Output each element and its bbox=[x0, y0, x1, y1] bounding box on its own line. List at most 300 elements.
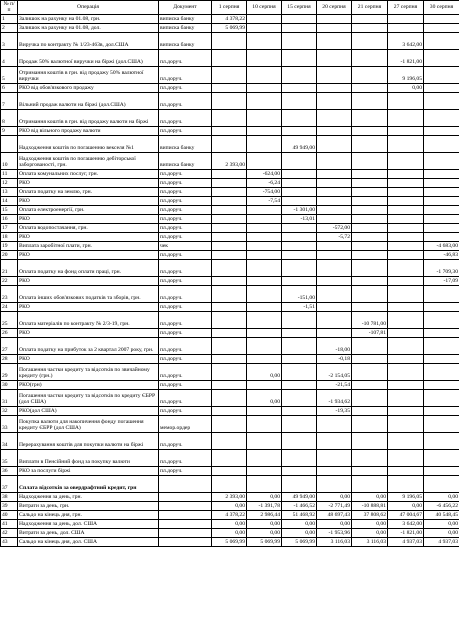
document-cell: пл.доруч. bbox=[159, 49, 212, 66]
table-row bbox=[1, 187, 459, 196]
value-cell bbox=[247, 83, 282, 92]
row-number-cell: 12 bbox=[1, 178, 18, 187]
value-cell bbox=[388, 337, 424, 354]
operation-cell: РКО bbox=[18, 250, 159, 259]
value-cell: 0,00 bbox=[317, 492, 352, 501]
value-cell bbox=[388, 406, 424, 415]
document-cell: пл.доруч. bbox=[159, 232, 212, 241]
row-number-cell: 7 bbox=[1, 92, 18, 109]
value-cell bbox=[317, 328, 352, 337]
document-cell: пл.доруч. bbox=[159, 380, 212, 389]
document-cell: чек bbox=[159, 241, 212, 250]
value-cell bbox=[317, 466, 352, 475]
value-cell bbox=[352, 169, 388, 178]
table-row bbox=[1, 389, 459, 406]
value-cell bbox=[212, 126, 247, 135]
value-cell bbox=[212, 302, 247, 311]
operation-cell: РКО bbox=[18, 196, 159, 205]
value-cell bbox=[282, 126, 317, 135]
value-cell bbox=[352, 14, 388, 23]
value-cell: 5 069,99 bbox=[282, 537, 317, 546]
value-cell: -13,01 bbox=[282, 214, 317, 223]
value-cell bbox=[317, 449, 352, 466]
value-cell bbox=[388, 466, 424, 475]
value-cell: 3 642,00 bbox=[388, 32, 424, 49]
operation-cell: Сальдо на кінець дня, дол. США bbox=[18, 537, 159, 546]
value-cell: 0,00 bbox=[212, 528, 247, 537]
value-cell: 2 393,00 bbox=[212, 492, 247, 501]
value-cell bbox=[424, 14, 459, 23]
value-cell bbox=[212, 83, 247, 92]
operation-cell: РКО bbox=[18, 302, 159, 311]
document-cell: пл.доруч. bbox=[159, 432, 212, 449]
value-cell bbox=[212, 241, 247, 250]
row-number-cell: 9 bbox=[1, 126, 18, 135]
value-cell: -6,24 bbox=[247, 178, 282, 187]
value-cell: 0,00 bbox=[247, 519, 282, 528]
value-cell bbox=[282, 449, 317, 466]
value-cell: -7,54 bbox=[247, 196, 282, 205]
document-cell: пл.доруч. bbox=[159, 337, 212, 354]
document-cell: виписка банку bbox=[159, 152, 212, 169]
value-cell bbox=[352, 49, 388, 66]
value-cell bbox=[388, 152, 424, 169]
value-cell bbox=[388, 135, 424, 152]
value-cell bbox=[424, 285, 459, 302]
value-cell bbox=[247, 250, 282, 259]
document-cell: виписка банку bbox=[159, 14, 212, 23]
value-cell bbox=[247, 152, 282, 169]
table-row bbox=[1, 415, 459, 432]
value-cell bbox=[212, 205, 247, 214]
value-cell bbox=[282, 109, 317, 126]
table-row bbox=[1, 337, 459, 354]
value-cell bbox=[352, 66, 388, 83]
value-cell: 0,00 bbox=[352, 519, 388, 528]
document-cell: пл.доруч. bbox=[159, 466, 212, 475]
value-cell bbox=[388, 276, 424, 285]
value-cell bbox=[317, 276, 352, 285]
value-cell bbox=[388, 232, 424, 241]
table-row bbox=[1, 302, 459, 311]
value-cell bbox=[352, 380, 388, 389]
operation-cell: Виплата заробітної плати, грн. bbox=[18, 241, 159, 250]
value-cell bbox=[424, 66, 459, 83]
value-cell bbox=[282, 250, 317, 259]
operation-cell: Оплата податку на фонд оплати праці, грн. bbox=[18, 259, 159, 276]
value-cell bbox=[317, 23, 352, 32]
value-cell bbox=[424, 475, 459, 492]
table-row bbox=[1, 519, 459, 528]
value-cell bbox=[247, 66, 282, 83]
value-cell bbox=[212, 354, 247, 363]
value-cell bbox=[212, 250, 247, 259]
value-cell bbox=[282, 49, 317, 66]
value-cell bbox=[317, 14, 352, 23]
value-cell: 4 378,22 bbox=[212, 14, 247, 23]
value-cell bbox=[424, 214, 459, 223]
value-cell bbox=[247, 406, 282, 415]
document-cell: пл.доруч. bbox=[159, 328, 212, 337]
value-cell: 0,00 bbox=[212, 519, 247, 528]
row-number-cell: 18 bbox=[1, 232, 18, 241]
value-cell bbox=[247, 92, 282, 109]
value-cell: 5 069,99 bbox=[212, 23, 247, 32]
value-cell bbox=[424, 23, 459, 32]
row-number-cell: 14 bbox=[1, 196, 18, 205]
value-cell: 0,00 bbox=[424, 519, 459, 528]
row-number-cell: 40 bbox=[1, 510, 18, 519]
operation-cell: Оплата матеріалів по контракту № 2/3-19, грн. bbox=[18, 311, 159, 328]
operation-cell: Отримання коштів в грн. від продажу 50% валютної виручки bbox=[18, 66, 159, 83]
value-cell bbox=[247, 232, 282, 241]
operation-cell: Оплата інших обов'язкових податків та зборів, грн. bbox=[18, 285, 159, 302]
operation-cell: Вільний продаж валюти на біржі (дол.США) bbox=[18, 92, 159, 109]
value-cell bbox=[247, 475, 282, 492]
table-row bbox=[1, 492, 459, 501]
row-number-cell: 17 bbox=[1, 223, 18, 232]
value-cell bbox=[352, 241, 388, 250]
value-cell: -624,00 bbox=[247, 169, 282, 178]
value-cell bbox=[352, 23, 388, 32]
value-cell bbox=[424, 389, 459, 406]
document-cell: виписка банку bbox=[159, 32, 212, 49]
header-cell: Документ bbox=[159, 1, 212, 15]
value-cell bbox=[282, 380, 317, 389]
value-cell: -0,18 bbox=[317, 354, 352, 363]
document-cell: пл.доруч. bbox=[159, 187, 212, 196]
document-cell: пл.доруч. bbox=[159, 205, 212, 214]
value-cell bbox=[388, 354, 424, 363]
value-cell bbox=[212, 380, 247, 389]
value-cell bbox=[282, 92, 317, 109]
value-cell bbox=[388, 178, 424, 187]
operation-cell: Витрати за день, дол. США bbox=[18, 528, 159, 537]
document-cell: пл.доруч. bbox=[159, 92, 212, 109]
value-cell: 0,00 bbox=[352, 528, 388, 537]
value-cell bbox=[247, 32, 282, 49]
row-number-cell: 32 bbox=[1, 406, 18, 415]
document-cell: пл.доруч. bbox=[159, 126, 212, 135]
value-cell bbox=[247, 276, 282, 285]
document-cell: пл.доруч. bbox=[159, 449, 212, 466]
value-cell: -1 391,78 bbox=[247, 501, 282, 510]
value-cell bbox=[317, 126, 352, 135]
value-cell bbox=[212, 337, 247, 354]
value-cell bbox=[247, 23, 282, 32]
value-cell bbox=[247, 328, 282, 337]
row-number-cell: 28 bbox=[1, 354, 18, 363]
value-cell bbox=[352, 259, 388, 276]
value-cell: -2 771,49 bbox=[317, 501, 352, 510]
row-number-cell: 41 bbox=[1, 519, 18, 528]
header-cell: 27 серпня bbox=[388, 1, 424, 15]
document-cell: мемор.ордер bbox=[159, 415, 212, 432]
value-cell bbox=[424, 466, 459, 475]
value-cell: 4 937,03 bbox=[424, 537, 459, 546]
document-cell: пл.доруч. bbox=[159, 83, 212, 92]
document-cell: пл.доруч. bbox=[159, 406, 212, 415]
table-row bbox=[1, 232, 459, 241]
value-cell bbox=[424, 187, 459, 196]
operation-cell: Надходження за день, грн. bbox=[18, 492, 159, 501]
value-cell: 9 196,05 bbox=[388, 66, 424, 83]
document-cell: пл.доруч. bbox=[159, 178, 212, 187]
value-cell bbox=[247, 302, 282, 311]
value-cell bbox=[352, 466, 388, 475]
value-cell bbox=[388, 432, 424, 449]
value-cell bbox=[282, 432, 317, 449]
document-cell: виписка банку bbox=[159, 135, 212, 152]
operation-cell: РКО bbox=[18, 354, 159, 363]
row-number-cell: 11 bbox=[1, 169, 18, 178]
table-row bbox=[1, 259, 459, 276]
value-cell bbox=[212, 466, 247, 475]
value-cell bbox=[212, 32, 247, 49]
table-row bbox=[1, 537, 459, 546]
row-number-cell: 23 bbox=[1, 285, 18, 302]
value-cell bbox=[352, 92, 388, 109]
value-cell bbox=[282, 187, 317, 196]
value-cell bbox=[388, 250, 424, 259]
value-cell bbox=[424, 126, 459, 135]
value-cell bbox=[247, 109, 282, 126]
row-number-cell: 21 bbox=[1, 259, 18, 276]
header-cell: 21 серпня bbox=[352, 1, 388, 15]
table-row bbox=[1, 23, 459, 32]
value-cell: -4 683,00 bbox=[424, 241, 459, 250]
operation-cell: Витрати за день, грн. bbox=[18, 501, 159, 510]
value-cell: -107,81 bbox=[352, 328, 388, 337]
row-number-cell: 6 bbox=[1, 83, 18, 92]
value-cell bbox=[212, 285, 247, 302]
value-cell bbox=[247, 380, 282, 389]
operation-cell: Покупка валюти для накопичення фонду погашення кредиту ЄБРР (дол США) bbox=[18, 415, 159, 432]
value-cell: -1,51 bbox=[282, 302, 317, 311]
value-cell bbox=[388, 223, 424, 232]
row-number-cell: 2 bbox=[1, 23, 18, 32]
value-cell bbox=[424, 232, 459, 241]
value-cell bbox=[247, 214, 282, 223]
table-row bbox=[1, 152, 459, 169]
row-number-cell: 27 bbox=[1, 337, 18, 354]
value-cell bbox=[317, 92, 352, 109]
document-cell bbox=[159, 475, 212, 492]
value-cell bbox=[352, 214, 388, 223]
value-cell bbox=[424, 178, 459, 187]
table-row bbox=[1, 475, 459, 492]
value-cell: -1 709,30 bbox=[424, 259, 459, 276]
value-cell bbox=[424, 83, 459, 92]
value-cell bbox=[352, 475, 388, 492]
value-cell bbox=[388, 187, 424, 196]
value-cell bbox=[282, 389, 317, 406]
operation-cell: Погашення частки кредиту та відсотків по кредиту ЄБРР (дол США) bbox=[18, 389, 159, 406]
document-cell: пл.доруч. bbox=[159, 311, 212, 328]
table-row bbox=[1, 205, 459, 214]
value-cell bbox=[282, 152, 317, 169]
operation-cell: Залишок на рахунку на 01.08, грн. bbox=[18, 14, 159, 23]
value-cell: 2 986,44 bbox=[247, 510, 282, 519]
value-cell bbox=[424, 135, 459, 152]
value-cell bbox=[388, 389, 424, 406]
value-cell bbox=[352, 449, 388, 466]
value-cell bbox=[282, 241, 317, 250]
value-cell bbox=[212, 406, 247, 415]
value-cell: 5 069,99 bbox=[212, 537, 247, 546]
operation-cell: Оплата електроенергії, грн. bbox=[18, 205, 159, 214]
value-cell bbox=[424, 311, 459, 328]
value-cell: 0,00 bbox=[247, 389, 282, 406]
row-number-cell: 37 bbox=[1, 475, 18, 492]
value-cell bbox=[424, 337, 459, 354]
table-row bbox=[1, 285, 459, 302]
value-cell bbox=[282, 337, 317, 354]
value-cell: 0,00 bbox=[212, 501, 247, 510]
header-cell: Операція bbox=[18, 1, 159, 15]
row-number-cell: 1 bbox=[1, 14, 18, 23]
header-cell: 30 серпня bbox=[424, 1, 459, 15]
value-cell bbox=[388, 311, 424, 328]
operation-cell: Оплата комунальних послуг, грн. bbox=[18, 169, 159, 178]
header-cell: 20 серпня bbox=[317, 1, 352, 15]
value-cell: -151,00 bbox=[282, 285, 317, 302]
value-cell bbox=[388, 363, 424, 380]
value-cell bbox=[352, 406, 388, 415]
value-cell: 4 378,22 bbox=[212, 510, 247, 519]
row-number-cell: 3 bbox=[1, 32, 18, 49]
value-cell: -5,72 bbox=[317, 232, 352, 241]
value-cell: 49 949,00 bbox=[282, 492, 317, 501]
value-cell: 0,00 bbox=[247, 528, 282, 537]
row-number-cell: 4 bbox=[1, 49, 18, 66]
value-cell bbox=[317, 169, 352, 178]
value-cell bbox=[212, 178, 247, 187]
row-number-cell: 29 bbox=[1, 363, 18, 380]
value-cell: -754,00 bbox=[247, 187, 282, 196]
document-cell: пл.доруч. bbox=[159, 259, 212, 276]
value-cell bbox=[212, 328, 247, 337]
value-cell bbox=[212, 432, 247, 449]
value-cell bbox=[352, 83, 388, 92]
value-cell: 9 196,05 bbox=[388, 492, 424, 501]
row-number-cell: 8 bbox=[1, 109, 18, 126]
value-cell bbox=[424, 49, 459, 66]
document-cell: пл.доруч. bbox=[159, 214, 212, 223]
value-cell bbox=[388, 23, 424, 32]
value-cell bbox=[388, 380, 424, 389]
table-body bbox=[1, 14, 459, 546]
operation-cell: Оплата податку на землю, грн. bbox=[18, 187, 159, 196]
value-cell bbox=[282, 83, 317, 92]
value-cell bbox=[247, 241, 282, 250]
operation-cell: Надходження за день, дол. США bbox=[18, 519, 159, 528]
row-number-cell: 24 bbox=[1, 302, 18, 311]
value-cell bbox=[352, 109, 388, 126]
operation-cell: Виплати в Пенсійний фонд за покупку валюти bbox=[18, 449, 159, 466]
operation-cell: РКО(дол США) bbox=[18, 406, 159, 415]
value-cell bbox=[388, 285, 424, 302]
operation-cell: Оплата податку на прибуток за 2 квартал 2007 року, грн. bbox=[18, 337, 159, 354]
value-cell: -46,83 bbox=[424, 250, 459, 259]
document-cell bbox=[159, 537, 212, 546]
value-cell bbox=[352, 285, 388, 302]
row-number-cell: 13 bbox=[1, 187, 18, 196]
value-cell bbox=[424, 363, 459, 380]
operation-cell: РКО від обов'язкового продажу bbox=[18, 83, 159, 92]
header-cell: 15 серпня bbox=[282, 1, 317, 15]
table-row bbox=[1, 380, 459, 389]
value-cell bbox=[317, 415, 352, 432]
document-cell: пл.доруч. bbox=[159, 363, 212, 380]
value-cell bbox=[388, 109, 424, 126]
table-row bbox=[1, 109, 459, 126]
operation-cell: РКО від вільного продажу валюти bbox=[18, 126, 159, 135]
value-cell bbox=[352, 432, 388, 449]
operation-cell: Надходження коштів по погашенню дебіторської заборгованості, грн. bbox=[18, 152, 159, 169]
value-cell bbox=[388, 415, 424, 432]
value-cell bbox=[212, 276, 247, 285]
value-cell bbox=[247, 259, 282, 276]
value-cell bbox=[424, 92, 459, 109]
row-number-cell: 26 bbox=[1, 328, 18, 337]
value-cell bbox=[352, 126, 388, 135]
value-cell bbox=[352, 196, 388, 205]
header-cell: № п/п bbox=[1, 1, 18, 15]
value-cell bbox=[282, 466, 317, 475]
value-cell: -17,09 bbox=[424, 276, 459, 285]
value-cell: -1 934,62 bbox=[317, 389, 352, 406]
row-number-cell: 42 bbox=[1, 528, 18, 537]
table-row bbox=[1, 250, 459, 259]
operation-cell: Залишок на рахунку на 01.08, дол. bbox=[18, 23, 159, 32]
document-cell bbox=[159, 510, 212, 519]
value-cell bbox=[212, 187, 247, 196]
value-cell bbox=[247, 135, 282, 152]
value-cell bbox=[282, 232, 317, 241]
table-row bbox=[1, 196, 459, 205]
table-row bbox=[1, 276, 459, 285]
value-cell bbox=[317, 214, 352, 223]
value-cell bbox=[317, 302, 352, 311]
document-cell: пл.доруч. bbox=[159, 196, 212, 205]
value-cell: 5 069,99 bbox=[247, 537, 282, 546]
row-number-cell bbox=[1, 135, 18, 152]
value-cell bbox=[212, 389, 247, 406]
operation-cell: Продаж 50% валютної виручки на біржі (дол.США) bbox=[18, 49, 159, 66]
value-cell: -19,35 bbox=[317, 406, 352, 415]
operation-cell: РКО bbox=[18, 178, 159, 187]
value-cell bbox=[317, 432, 352, 449]
row-number-cell: 36 bbox=[1, 466, 18, 475]
value-cell: -2 154,05 bbox=[317, 363, 352, 380]
value-cell bbox=[317, 311, 352, 328]
value-cell bbox=[388, 302, 424, 311]
value-cell bbox=[317, 285, 352, 302]
value-cell bbox=[212, 311, 247, 328]
value-cell: -572,00 bbox=[317, 223, 352, 232]
value-cell: -1 821,00 bbox=[388, 49, 424, 66]
operation-cell: РКО bbox=[18, 328, 159, 337]
document-cell bbox=[159, 501, 212, 510]
value-cell bbox=[212, 259, 247, 276]
value-cell bbox=[424, 223, 459, 232]
table-row bbox=[1, 92, 459, 109]
value-cell bbox=[247, 337, 282, 354]
value-cell bbox=[282, 14, 317, 23]
value-cell: 0,00 bbox=[388, 83, 424, 92]
table-row bbox=[1, 363, 459, 380]
